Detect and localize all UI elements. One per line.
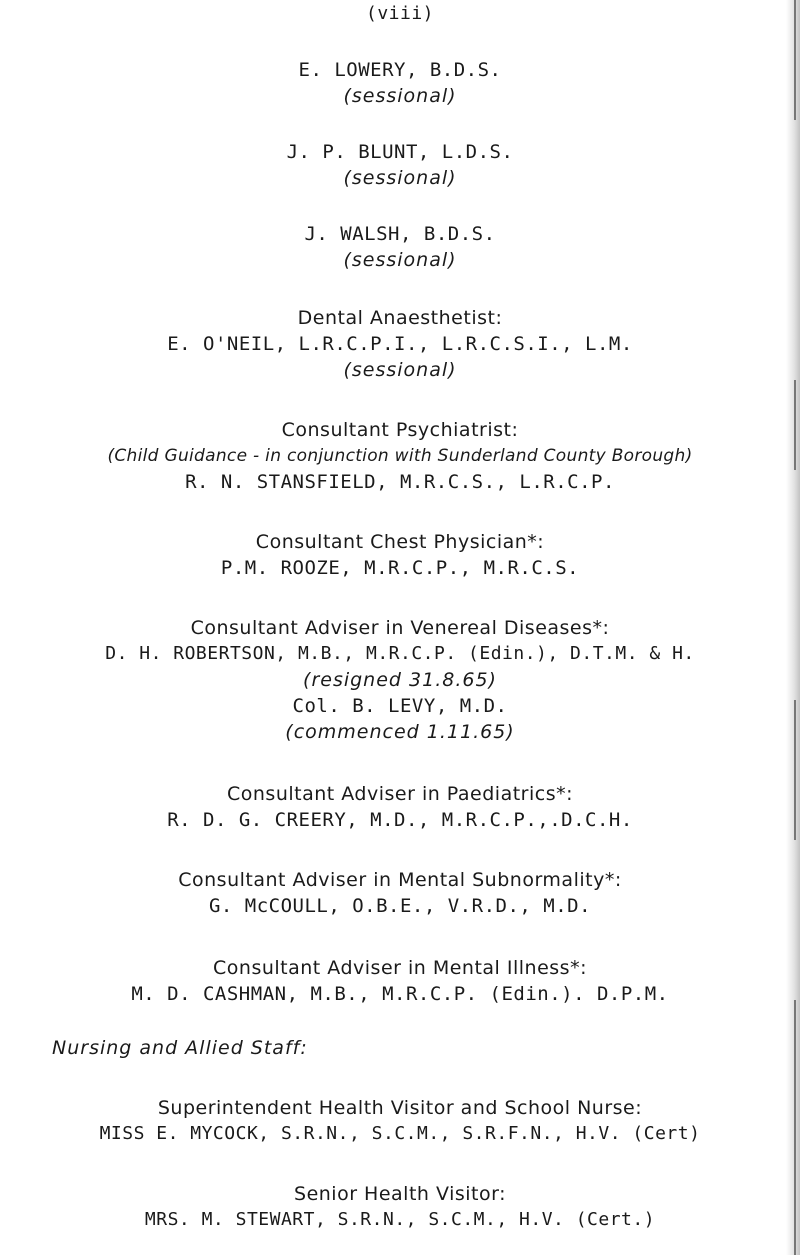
staff-name-lowery: E. LOWERY, B.D.S. xyxy=(298,59,502,81)
staff-name-oneil: E. O'NEIL, L.R.C.P.I., L.R.C.S.I., L.M. xyxy=(167,333,633,355)
section-heading-nursing-staff: Nursing and Allied Staff: xyxy=(52,1037,308,1059)
role-heading-mental-illness: Consultant Adviser in Mental Illness*: xyxy=(213,957,587,979)
staff-name-rooze: P.M. ROOZE, M.R.C.P., M.R.C.S. xyxy=(220,557,580,579)
role-heading-venereal-diseases: Consultant Adviser in Venereal Diseases*: xyxy=(190,617,610,639)
page-number: (viii) xyxy=(365,3,435,24)
staff-name-stansfield: R. N. STANSFIELD, M.R.C.S., L.R.C.P. xyxy=(185,471,615,493)
staff-note-walsh: (sessional) xyxy=(343,249,457,271)
staff-name-levy: Col. B. LEVY, M.D. xyxy=(292,695,508,717)
staff-note-levy: (commenced 1.11.65) xyxy=(285,721,515,743)
staff-note-blunt: (sessional) xyxy=(343,167,457,189)
staff-name-cashman: M. D. CASHMAN, M.B., M.R.C.P. (Edin.). D.P.M. xyxy=(131,983,669,1005)
staff-note-oneil: (sessional) xyxy=(343,359,457,381)
staff-name-blunt: J. P. BLUNT, L.D.S. xyxy=(286,141,514,163)
role-heading-senior-health-visitor: Senior Health Visitor: xyxy=(294,1183,506,1205)
binding-shadow-mark xyxy=(794,700,796,840)
role-heading-chest-physician: Consultant Chest Physician*: xyxy=(255,531,545,553)
binding-shadow-mark xyxy=(794,0,796,120)
staff-name-stewart: MRS. M. STEWART, S.R.N., S.C.M., H.V. (Cert.) xyxy=(144,1209,656,1230)
binding-shadow-mark xyxy=(794,380,796,470)
role-heading-dental-anaesthetist: Dental Anaesthetist: xyxy=(297,307,503,329)
staff-name-mycock: MISS E. MYCOCK, S.R.N., S.C.M., S.R.F.N., H.V. (Cert) xyxy=(99,1123,701,1144)
role-heading-paediatrics: Consultant Adviser in Paediatrics*: xyxy=(226,783,574,805)
binding-shadow-mark xyxy=(794,1000,796,1255)
page-binding-edge xyxy=(786,0,800,1255)
role-subheading-child-guidance: (Child Guidance - in conjunction with Sunderland County Borough) xyxy=(107,446,693,466)
staff-name-creery: R. D. G. CREERY, M.D., M.R.C.P.,.D.C.H. xyxy=(167,809,633,831)
staff-name-robertson: D. H. ROBERTSON, M.B., M.R.C.P. (Edin.), D.T.M. & H. xyxy=(105,643,695,664)
role-heading-mental-subnormality: Consultant Adviser in Mental Subnormality*: xyxy=(178,869,622,891)
staff-note-robertson: (resigned 31.8.65) xyxy=(303,669,497,691)
role-heading-superintendent-health-visitor: Superintendent Health Visitor and School Nurse: xyxy=(157,1097,643,1119)
staff-name-walsh: J. WALSH, B.D.S. xyxy=(304,223,496,245)
role-heading-consultant-psychiatrist: Consultant Psychiatrist: xyxy=(281,419,519,441)
staff-name-mccoull: G. McCOULL, O.B.E., V.R.D., M.D. xyxy=(208,895,592,917)
staff-note-lowery: (sessional) xyxy=(343,85,457,107)
